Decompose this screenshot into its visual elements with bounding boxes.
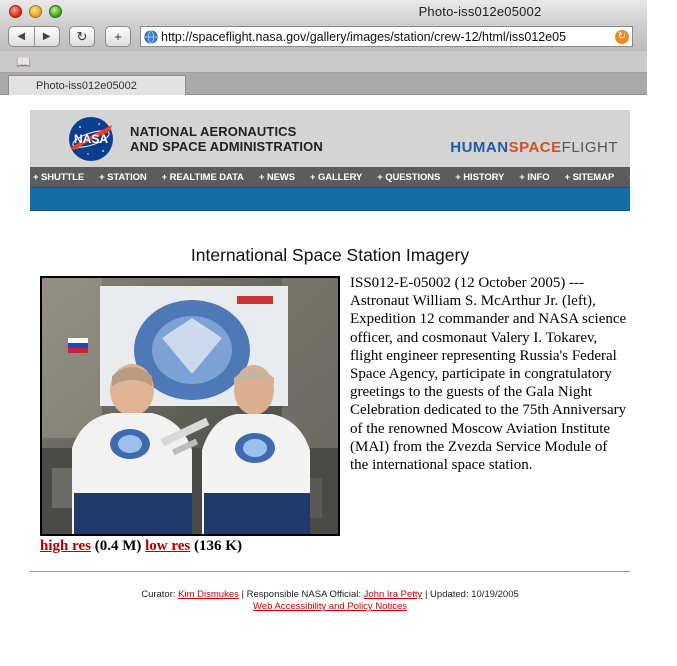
nav-station[interactable]: + STATION bbox=[99, 171, 147, 183]
human-space-flight-logo[interactable] bbox=[450, 139, 618, 156]
forward-button[interactable] bbox=[35, 27, 60, 46]
orange-reload-icon[interactable]: ↻ bbox=[615, 30, 629, 44]
history-buttons bbox=[8, 26, 60, 47]
plus-icon: + bbox=[114, 29, 122, 44]
high-res-link[interactable]: high res bbox=[40, 538, 91, 554]
footer-credits-line bbox=[30, 589, 630, 601]
nav-history[interactable]: + HISTORY bbox=[455, 171, 505, 183]
nav-realtime-data[interactable]: + REALTIME DATA bbox=[161, 171, 244, 183]
url-input[interactable] bbox=[161, 30, 615, 44]
official-link[interactable]: John Ira Petty bbox=[363, 589, 423, 600]
zoom-window-button[interactable] bbox=[49, 5, 62, 18]
updated-date: | Updated: 10/19/2005 bbox=[424, 589, 519, 600]
agency-name[interactable] bbox=[130, 124, 323, 154]
tab-strip bbox=[0, 73, 647, 95]
curator-label: Curator: bbox=[141, 589, 176, 600]
browser-toolbar bbox=[0, 24, 647, 51]
curator-link[interactable]: Kim Dismukes bbox=[178, 589, 239, 600]
bookmarks-bar bbox=[0, 51, 647, 73]
photo-illustration bbox=[42, 278, 338, 534]
nav-info[interactable]: + INFO bbox=[519, 171, 550, 183]
low-res-size: (136 K) bbox=[194, 538, 242, 554]
window-titlebar bbox=[0, 0, 647, 24]
agency-line-2: AND SPACE ADMINISTRATION bbox=[130, 139, 323, 154]
reload-button[interactable] bbox=[69, 26, 95, 47]
footer-divider bbox=[30, 571, 630, 572]
reload-icon: ↻ bbox=[76, 28, 88, 44]
back-button[interactable] bbox=[9, 27, 35, 46]
hsf-flight: FLIGHT bbox=[561, 139, 618, 156]
add-bookmark-button[interactable] bbox=[105, 26, 131, 47]
official-label: | Responsible NASA Official: bbox=[241, 589, 362, 600]
window-title: Photo-iss012e05002 bbox=[418, 4, 542, 19]
address-bar[interactable] bbox=[140, 26, 633, 47]
agency-line-1: NATIONAL AERONAUTICS bbox=[130, 124, 297, 139]
iss-crew-photo[interactable] bbox=[40, 276, 340, 536]
nav-news[interactable]: + NEWS bbox=[258, 171, 295, 183]
page-title: International Space Station Imagery bbox=[190, 245, 470, 265]
hsf-human: HUMAN bbox=[450, 139, 509, 156]
nasa-logo[interactable] bbox=[66, 115, 116, 163]
bookmarks-book-icon[interactable]: 📖 bbox=[16, 55, 31, 69]
hsf-space: SPACE bbox=[508, 139, 562, 156]
forward-arrow-icon: ▶ bbox=[42, 31, 51, 42]
nav-shuttle[interactable]: + SHUTTLE bbox=[33, 171, 85, 183]
high-res-size: (0.4 M) bbox=[94, 538, 142, 554]
resolution-links bbox=[40, 538, 242, 555]
site-nav bbox=[30, 167, 677, 187]
low-res-link[interactable]: low res bbox=[145, 538, 191, 554]
close-window-button[interactable] bbox=[9, 5, 22, 18]
accessibility-link[interactable]: Web Accessibility and Policy Notices bbox=[253, 601, 407, 612]
minimize-window-button[interactable] bbox=[29, 5, 42, 18]
globe-icon bbox=[144, 30, 158, 44]
nav-sitemap[interactable]: + SITEMAP bbox=[564, 171, 615, 183]
photo-caption: ISS012-E-05002 (12 October 2005) --- Astronaut William S. McArthur Jr. (left), Expedition 12 commander and NASA science officer, and cosmonaut Valery I. Tokarev, flight engineer representing Russia's Federal Space Agency, participate in congratulatory greetings to the guests of the Gala Night Celebration dedicated to the 75th Anniversary of the renowned Moscow Aviation Institute (MAI) from the Zvezda Service Module of the international space station. bbox=[350, 275, 627, 474]
nasa-logo-text: NASA bbox=[73, 132, 109, 146]
nasa-header bbox=[30, 110, 630, 167]
header-blue-bar bbox=[30, 187, 630, 211]
nav-search[interactable]: + SEARCH bbox=[629, 171, 677, 183]
nav-gallery[interactable]: + GALLERY bbox=[309, 171, 363, 183]
page-footer bbox=[30, 589, 630, 613]
tab-photo[interactable]: Photo-iss012e05002 bbox=[8, 75, 186, 95]
back-arrow-icon: ◀ bbox=[17, 31, 26, 42]
nav-questions[interactable]: + QUESTIONS bbox=[377, 171, 441, 183]
